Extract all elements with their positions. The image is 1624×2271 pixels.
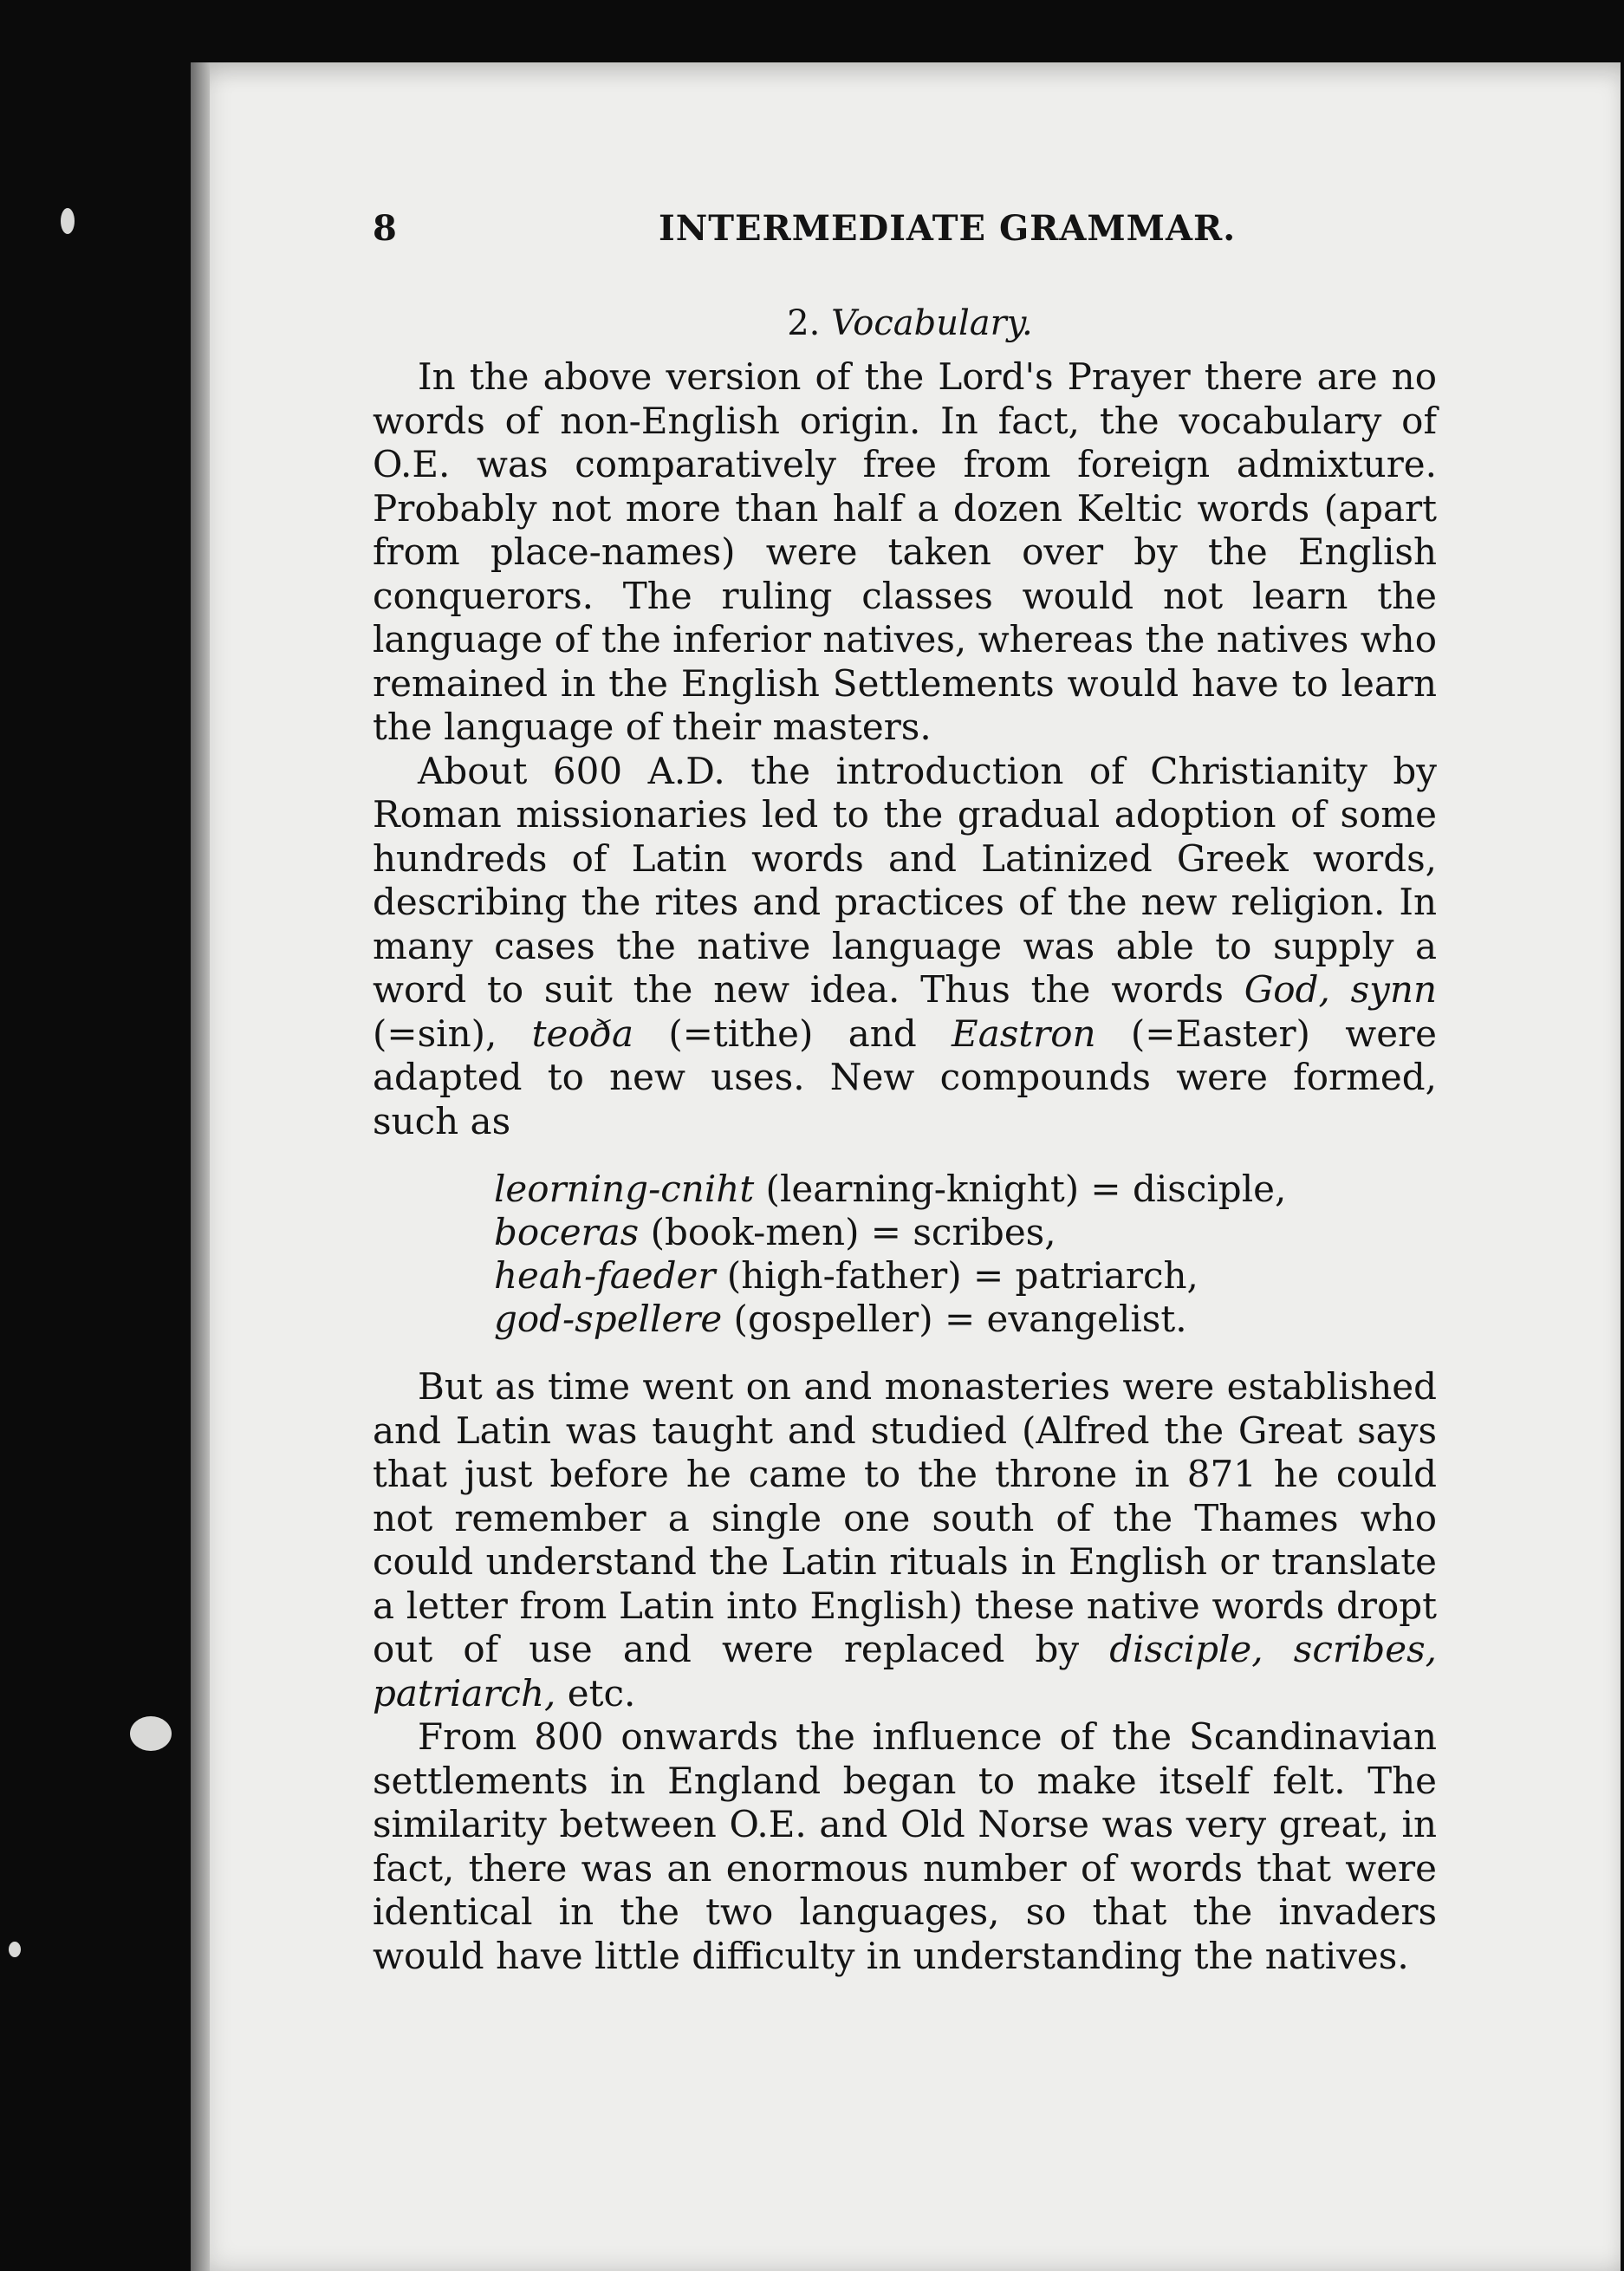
page-number: 8	[373, 208, 397, 249]
paragraph-2-text: About 600	[418, 749, 648, 792]
paragraph-4	[373, 1715, 1437, 1978]
paragraph-3-text: But as time went on and monasteries were established and Latin was taught and studied (Alfred the Great says that just before he came to the throne in 871 he could not remember a single one south of the Thames who could understand the Latin rituals in English or translate a letter from Latin into English) these native words dropt out of use and were replaced by	[373, 1365, 1437, 1670]
example-term: leorning-cniht	[494, 1168, 755, 1210]
italic-word: Eastron	[952, 1012, 1096, 1055]
example-gloss: (high-father) = patriarch,	[715, 1254, 1199, 1297]
compound-examples	[494, 1168, 1437, 1341]
paragraph-2-text: the introduction of Christianity by Roman missionaries led to the gradual adoption of some hundreds of Latin words and Latinized Greek words, describing the rites and practices of the new religion. In many cases the native language was able to supply a word to suit the new idea. Thus the words	[373, 749, 1437, 1011]
paragraph-2-text: (=tithe) and	[633, 1012, 952, 1055]
scan-speck	[61, 208, 75, 234]
book-spine-shadow	[191, 62, 210, 2271]
section-heading	[373, 303, 1447, 343]
example-term: god-spellere	[494, 1298, 723, 1340]
section-number: 2.	[787, 303, 821, 343]
example-line	[494, 1254, 1437, 1298]
example-gloss: (learning-knight) = disciple,	[754, 1168, 1287, 1210]
italic-word: God,	[1244, 968, 1330, 1011]
example-line	[494, 1168, 1437, 1211]
example-gloss: (book-men) = scribes,	[639, 1211, 1056, 1253]
paragraph-1	[373, 355, 1437, 750]
paragraph-3	[373, 1365, 1437, 1715]
scan-speck	[9, 1942, 21, 1957]
section-title: Vocabulary.	[831, 303, 1033, 343]
paragraph-2-text: (=sin),	[373, 1012, 532, 1055]
scan-speck	[130, 1716, 172, 1751]
example-term: boceras	[494, 1211, 640, 1253]
example-line	[494, 1298, 1437, 1341]
italic-word: synn	[1350, 968, 1437, 1011]
era-abbreviation: A.D.	[647, 749, 725, 792]
paragraph-2-text: (=Easter) were adapted to new uses. New compounds were formed, such as	[373, 1012, 1437, 1142]
italic-word: teoða	[531, 1012, 634, 1055]
paragraph-2-text	[1330, 968, 1351, 1011]
running-head	[373, 208, 1447, 260]
body-text	[373, 355, 1437, 1978]
italic-word: disciple,	[1109, 1628, 1263, 1670]
paragraph-1-text: In the above version of the Lord's Prayer there are no words of non-English origin. In fact, the vocabulary of O.E. was comparatively free from foreign admixture. Probably not more than half a dozen Keltic words (apart from place-names) were taken over by the English conquerors. The ruling classes would not learn the language of the inferior natives, whereas the natives who remained in the English Settlements would have to learn the language of their masters.	[373, 355, 1437, 748]
paragraph-4-text: From 800 onwards the influence of the Scandinavian settlements in England began to make itself felt. The similarity between O.E. and Old Norse was very great, in fact, there was an enormous number of words that were identical in the two languages, so that the invaders would have little difficulty in understanding the natives.	[373, 1715, 1437, 1977]
italic-word: scribes, patriarch,	[373, 1628, 1438, 1715]
example-term: heah-faeder	[494, 1254, 716, 1297]
paragraph-2	[373, 750, 1437, 1144]
running-title: INTERMEDIATE GRAMMAR.	[659, 208, 1237, 249]
paragraph-3-text: etc.	[555, 1671, 636, 1715]
example-line	[494, 1211, 1437, 1254]
paragraph-3-text	[1263, 1628, 1294, 1670]
example-gloss: (gospeller) = evangelist.	[722, 1298, 1187, 1340]
